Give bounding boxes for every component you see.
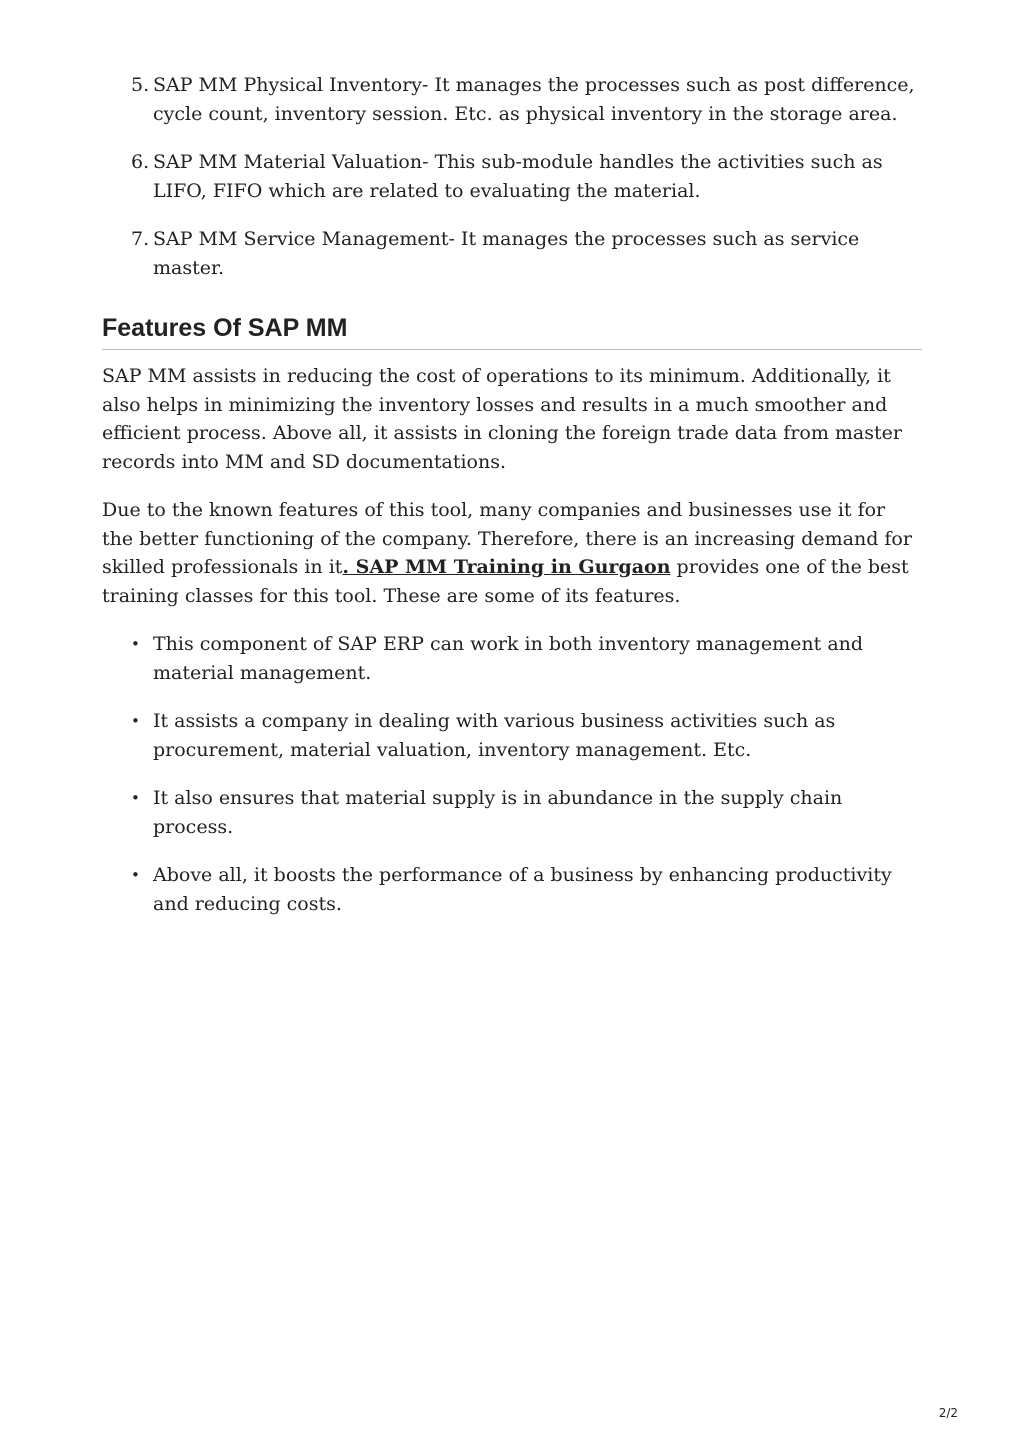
- bullet-icon: •: [131, 712, 140, 730]
- list-item-text: Above all, it boosts the performance of a business by enhancing productivity and reducing costs.: [153, 864, 892, 915]
- list-number: 6.: [131, 151, 150, 173]
- list-item-text: SAP MM Material Valuation- This sub-module handles the activities such as LIFO, FIFO which are related to evaluating the material.: [153, 151, 883, 202]
- list-item-text: This component of SAP ERP can work in both inventory management and material management.: [153, 633, 864, 684]
- sub-module-list: [102, 71, 922, 282]
- list-item: [102, 71, 922, 128]
- paragraph-text: Due to the known features of this tool, many companies and businesses use it for the better functioning of the company. Therefore, there is an increasing demand for skilled professionals in it: [102, 499, 912, 578]
- paragraph-intro: SAP MM assists in reducing the cost of operations to its minimum. Additionally, it also helps in minimizing the inventory losses and results in a much smoother and efficient process. Above all, it assists in cloning the foreign trade data from master records into MM and SD documentations.: [102, 365, 902, 473]
- feature-list: [102, 630, 922, 918]
- paragraph-training: [102, 496, 922, 610]
- bullet-icon: •: [131, 635, 140, 653]
- list-item-text: It also ensures that material supply is in abundance in the supply chain process.: [153, 787, 843, 838]
- list-item: [102, 707, 922, 764]
- list-number: 5.: [131, 74, 150, 96]
- list-item: [102, 148, 922, 205]
- list-item: [102, 225, 922, 282]
- list-item-text: SAP MM Physical Inventory- It manages the processes such as post difference, cycle count, inventory session. Etc. as physical inventory in the storage area.: [153, 74, 915, 125]
- document-body: [102, 71, 922, 938]
- list-item-text: It assists a company in dealing with various business activities such as procurement, material valuation, inventory management. Etc.: [153, 710, 836, 761]
- training-link[interactable]: . SAP MM Training in Gurgaon: [342, 556, 671, 578]
- section-heading: Features Of SAP MM: [102, 312, 922, 350]
- page-number: 2/2: [938, 1406, 958, 1420]
- list-item-text: SAP MM Service Management- It manages the processes such as service master.: [153, 228, 860, 279]
- list-item: [102, 784, 922, 841]
- list-number: 7.: [131, 228, 150, 250]
- paragraph-text: provides one of the best training classes for this tool. These are some of its features.: [102, 556, 909, 607]
- list-item: [102, 861, 922, 918]
- bullet-icon: •: [131, 789, 140, 807]
- list-item: [102, 630, 922, 687]
- bullet-icon: •: [131, 866, 140, 884]
